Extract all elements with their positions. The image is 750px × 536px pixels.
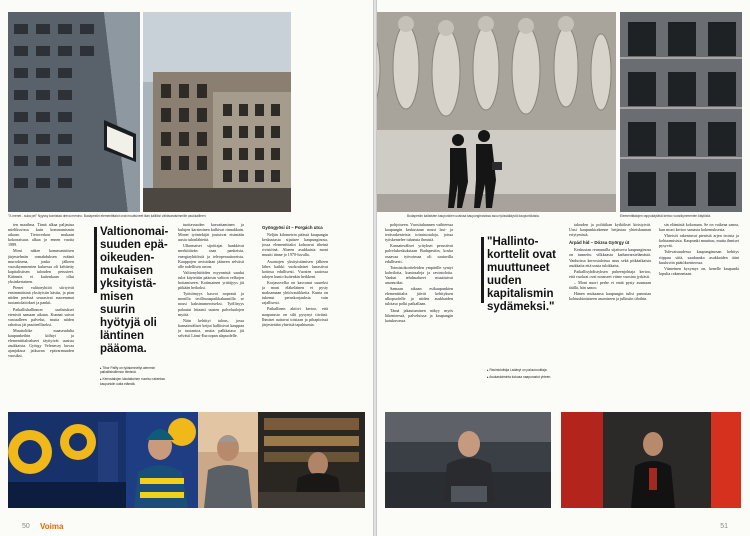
paragraph: Asuntojen yksityistämisen jälkeen lähes kaikki vuokralaiset lunastivat kotinsa edullisesti. Vuosien saatossa talojen kunto kuitenkin heikkeni. [262,258,328,279]
paragraph: tuottavuuden kasvattaminen ja kulujen karsiminen kulkivat rinnakkain. Monet työntekijät joutuivat etsimään uusia tulonlähteitä. [178,222,244,243]
paragraph: Kansainväliset yritykset perustivat palvelukeskuksiaan Budapestiin, koska osaavaa työvoimaa oli saatavilla edullisesti. [385,243,453,264]
left-body-column-4 [262,222,328,410]
left-body-column-3 [178,222,244,410]
side-note: ▸ Asukastoiminta kokoaa naapurustot yhteen. [487,375,552,380]
paragraph: Tulevaisuudessa kaupunginosan kehitys riippuu siitä, saadaanko asukkaiden ääni kuuluviin päätöksenteossa. [659,249,739,265]
photo-man-in-shop [198,412,258,508]
paragraph: Pienet valtionyhtiöt siirtyivät ensimmäisinä yksityisiin käsiin, ja pian niiden perässä seurasivat suuremmat tuotantolaitokset ja pankit. [8,285,74,306]
photo-apartment-tower [8,12,140,212]
paragraph: Paikallishallinnon uudistukset etenivät samaan aikaan. Kunnat saivat vastuulleen palvelut, mutta niiden rahoitus jäi puutteelliseksi. [8,306,74,327]
right-side-notes [487,368,555,382]
paragraph: ten maailma. Tämä alkaa paljastua mielikuvissa kuin kommunismin aikaan. Tietoverkon mukaan kokonaisuus alkaa jo ennen vuotta 1989. [8,222,74,248]
paragraph: Työttömyys kasvoi nopeasti ja monilla teollisuuspaikkakunnilla se nousi kaksinumeroiseksi. Työllisyys palautui hitaasti uusien palvelualojen myötä. [178,291,244,317]
paragraph: Ulkomaiset sijoittajat hankkivat merkittävän osan pankeista, energiayhtiöistä ja teleoperaattoreista. Kauppojen arvioidaan jääneen selvästi alle todellisen arvon. [178,243,244,269]
paragraph: Toimistokortteleiden ympärille syntyi kahviloita, kuntosaleja ja ravintoloita. Vanhat tehdasalueet muuttuivat asunnoiksi. [385,264,453,286]
photo-man-on-bench [385,412,551,508]
paragraph: Tämä jakautuminen näkyy myös liikenteessä, palveluissa ja kaupungin katukuvassa. [385,307,453,323]
photo-blue-wall [8,412,126,508]
paragraph: Paikallinen aktiivi kertoo, että naapurusto on silti pysynyt tiiviinä. Ihmiset auttavat toisiaan ja pihapiirissä järjestetään yhteisiä tapahtumia. [262,306,328,327]
paragraph: Moni näkee kommunistisen järjestelmän romahduksen eräänä murroksena, jonka jälkeen vuosikymmenten kuluessa oli kehitetty kapitalistisen talouden perusteet. Käännös ei kuitenkaan ollut yksinkertainen. [8,248,74,285]
photo-man-in-cap [126,412,198,508]
right-side-caption: Elementtitalojen rappukäytävä kertoo vuosikymmenten käytöstä. [620,214,711,218]
right-photo-caption: Budapestin kaltaisten kaupunkien uusissa kaupunginosissa asuu työssäkäyviä kaupunkilaisia. [407,214,540,218]
left-body-column-1 [8,222,74,410]
photo-man-by-red-wall [561,412,741,508]
paragraph: Samaan aikaan esikaupunkien elementtitalot jäivät kehityksen ulkopuolelle ja niiden asukkaiden tulotaso polki paikallaan. [385,286,453,307]
paragraph: Keskustan reunamilla sijaitseva kaupunginosa on tunnettu vilkkaasta kadunvarsielämästä. Vanhoissa kerrostaloissa asuu sekä pitkäaikaisia asukkaita että uusia tulokkaita. [569,247,651,268]
side-note: ▸ Kerrostalojen lukutaitoinen nuoriso rakentaa kaupunkiin uutta elämää. [100,377,165,386]
photo-relief-wall-businessmen [377,12,616,212]
right-page [377,0,750,536]
section-subhead: Gyöngyösi út – Porgách utca [262,225,323,230]
pull-quote-rule [481,237,484,303]
paragraph: sin elämästä kokonaan. Se on vaikeaa sanoa, kun moni kertoo samasta kokemuksesta. [659,222,739,233]
right-pull-quote: "Hallinto-korttelit ovat muuttuneet uuden kapitalismin sydämeksi." [487,236,561,314]
right-body-column-1 [385,222,453,410]
left-pull-quote: Valtionomai-suuden epä-oikeuden-mukaisen yksityistä-misen suurin hyötyjä oli läntinen pääoma. [100,226,170,356]
section-subhead: Árpád híd – Dózsa György út [569,240,630,246]
paragraph: pohjoiseen. Vuosituhannen vaihteessa kaupungin keskustaan nousi lasi- ja teräsrakenteisia toimistotaloja, joissa työskentelee tuhansia ihmisiä. [385,222,453,243]
paragraph: Korjausvelka on kasvanut suureksi ja moni eläkeläinen ei pysty maksamaan yhtiövastikkeita. Kunta on tukenut peruskorjauksia vain rajallisesti. [262,279,328,306]
paragraph: Yhteisöt rakentuvat pienistä arjen teoista ja kohtaamisista. Kaupunki muuttuu, mutta ihmiset pysyvät. [659,233,739,249]
paragraph: Viimeinen kysymys on, kenelle kaupunki lopulta rakennetaan. [659,265,739,276]
page-number-right: 51 [720,523,728,530]
paragraph: talouden ja politiikan kytkökset kiristyivät. Uusi kaupunkirakenne heijastaa yhteiskunnan eriytymistä. [569,222,651,238]
pull-quote-rule [94,227,97,293]
magazine-logo: Voima [40,522,64,531]
left-photo-caption: "X-menet - suka pel" Nyyssy komistaa dreva menino. Budapestin elementtitalot ovat muuttuneet liian kalliiksi vähävaraisimmille asukkailleen. [8,214,207,218]
left-page [0,0,373,536]
photo-old-buildings [143,12,291,212]
photo-balconies [620,12,742,212]
photo-grocery-shop [258,412,365,508]
paragraph: – Moni nuori perhe ei enää pysty asumaan täällä, hän sanoo. [569,279,651,291]
left-side-notes [100,366,168,389]
paragraph: Neljän kilometrin päässä kaupungin keskustasta sijaitsee kaupunginosa, jossa elementtitalot kohoavat tiheinä rivistöinä. Alueen asukkaista moni muutti tänne jo 1970-luvulla. [262,232,328,258]
paragraph: Muuttoliike maaseudulta kaupunkeihin kiihtyi ja elementtitaloalueet täyttyivät uusista asukkaista. György Veleneczy kuvaa ajanjaksoa jatkuvan epävarmuuden vuosiksi. [8,327,74,359]
side-note: ▸ Ravintoloitsija Ladányi on paluumuuttaja. [487,368,548,372]
right-body-column-4 [659,222,739,410]
side-note: ▸ Tibor Palffy on työskennellyt aiemmin paikallishallinnon tiimissä. [100,366,156,375]
right-body-column-3 [569,222,651,410]
paragraph: Valtionyhtiöiden myynnistä saadut tulot käytettiin pääosin valtion velkojen hoitamiseen. Kotimainen yrittäjyys jäi pitkään heikoksi. [178,269,244,291]
paragraph: Hänen mukaansa kaupungin tulisi panostaa kohtuuhintaiseen asumiseen ja julkisiin tiloihin. [569,291,651,302]
paragraph: Näin kehittyi talous, jossa kansainväliset ketjut hallitsivat kauppaa ja tuotantoa, mutta palkkataso jäi selvästi Länsi-Euroopan alapuolelle. [178,317,244,338]
page-number-left: 50 [22,523,30,530]
paragraph: Paikallisyhdistyksen puheenjohtaja kertoo, että vuokrat ovat nousseet viime vuosina jyrkästi. [569,268,651,279]
